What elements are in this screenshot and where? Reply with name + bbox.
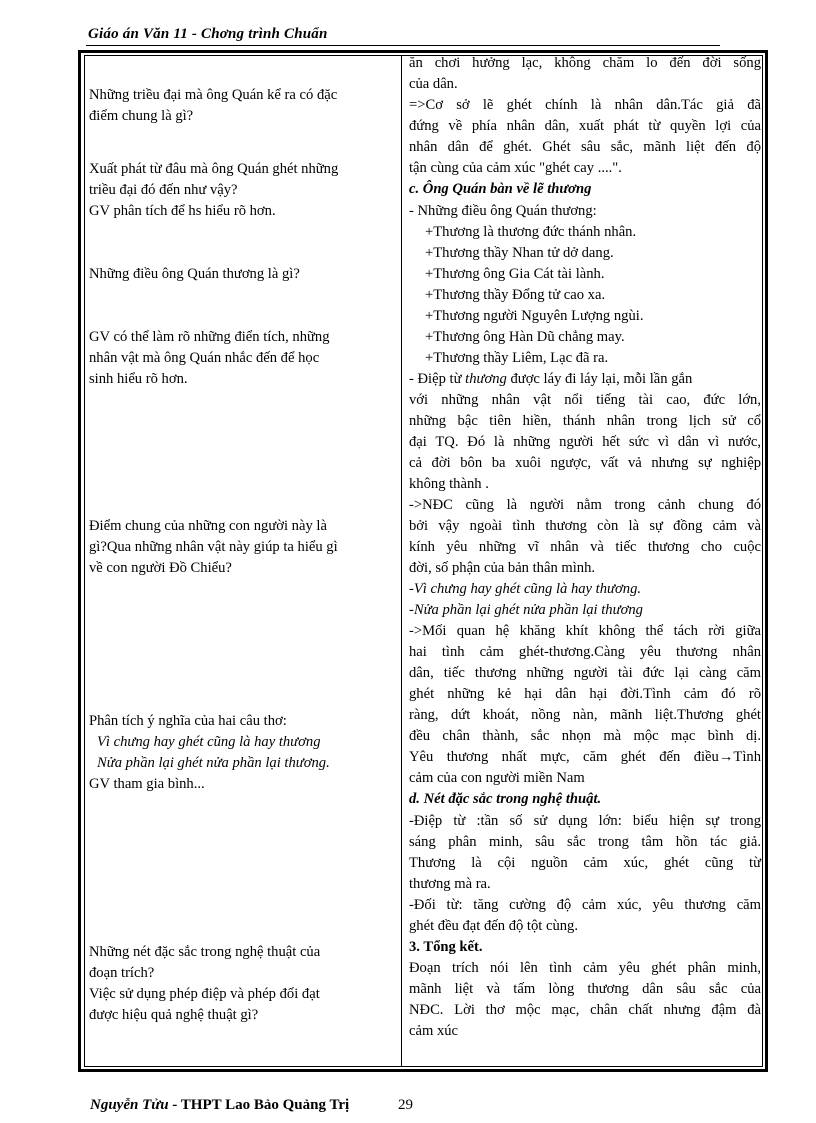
left-text: Xuất phát từ đâu mà ông Quán ghét những xyxy=(89,161,339,177)
right-text: dân, tiếc thương những người tài đức lại càng căm xyxy=(409,665,761,681)
list-item: +Thương thầy Liêm, Lạc đã ra. xyxy=(425,350,609,366)
section-heading: d. Nét đặc sắc trong nghệ thuật. xyxy=(409,791,602,807)
section-heading: 3. Tổng kết. xyxy=(409,939,483,955)
footer-school: THPT Lao Bảo Quảng Trị xyxy=(177,1097,350,1113)
right-text: ăn chơi hưởng lạc, không chăm lo đến đời sống xyxy=(409,55,761,71)
left-text: về con người Đồ Chiểu? xyxy=(89,560,232,576)
left-text: Những nét đặc sắc trong nghệ thuật của xyxy=(89,944,321,960)
poem-line: Nửa phần lại ghét nửa phần lại thương. xyxy=(97,755,330,771)
right-text: Thương là cội nguồn cảm xúc, ghét cũng từ xyxy=(409,855,761,871)
page-footer xyxy=(90,1097,349,1114)
right-text: Đoạn trích nói lên tình cảm yêu ghét phân minh, xyxy=(409,960,761,976)
right-text: không thành . xyxy=(409,476,489,492)
right-text: đều chân thành, sắc nhọn mà mộc mạc bình dị. xyxy=(409,728,761,744)
right-text: ghét những kẻ hại dân hại đời.Tình cảm đó rõ xyxy=(409,686,761,702)
right-text: NĐC. Lời thơ mộc mạc, chân chất nhưng đậm đà xyxy=(409,1002,761,1018)
left-text: Việc sử dụng phép điệp và phép đối đạt xyxy=(89,986,320,1002)
poem-line: Vì chưng hay ghét cũng là hay thương xyxy=(97,734,321,750)
right-text: tận cùng của cảm xúc "ghét cay ....". xyxy=(409,160,622,176)
right-text: bởi vậy ngoài tình thương còn là sự đồng cảm và xyxy=(409,518,761,534)
left-text: GV tham gia bình... xyxy=(89,776,205,792)
list-item: +Thương người Nguyên Lượng ngùi. xyxy=(425,308,644,324)
left-text: điểm chung là gì? xyxy=(89,108,194,124)
right-text: -Đối từ: tăng cường độ cảm xúc, yêu thương căm xyxy=(409,897,761,913)
right-text: nhân dân để ghét. Ghét sâu sắc, mãnh liệt đến độ xyxy=(409,139,761,155)
left-text: được hiệu quả nghệ thuật gì? xyxy=(89,1007,259,1023)
right-text: sáng phân minh, sâu sắc trong tâm hồn tác giả. xyxy=(409,834,761,850)
right-text: cảm của con người miền Nam xyxy=(409,770,585,786)
right-text: của dân. xyxy=(409,76,458,92)
header-rule xyxy=(86,45,720,46)
right-text: đời, số phận của bản thân mình. xyxy=(409,560,596,576)
left-text: Phân tích ý nghĩa của hai câu thơ: xyxy=(89,713,287,729)
poem-quote: -Vì chưng hay ghét cũng là hay thương. xyxy=(409,581,642,597)
list-item: +Thương thầy Đổng tử cao xa. xyxy=(425,287,606,303)
left-text: sinh hiểu rõ hơn. xyxy=(89,371,188,387)
left-text: đoạn trích? xyxy=(89,965,155,981)
right-text: hai tình cảm ghét-thương.Càng yêu thương nhân xyxy=(409,644,761,660)
list-item: +Thương thầy Nhan tử dở dang. xyxy=(425,245,614,261)
right-text: - Điệp từ thương được láy đi láy lại, mỗi lần gắn xyxy=(409,371,693,387)
left-text: Điểm chung của những con người này là xyxy=(89,518,327,534)
right-text: cảm xúc xyxy=(409,1023,459,1039)
list-item: +Thương là thương đức thánh nhân. xyxy=(425,224,637,240)
right-text: đứng về phía nhân dân, xuất phát từ quyền lợi của xyxy=(409,118,761,134)
poem-quote: -Nửa phần lại ghét nửa phần lại thương xyxy=(409,602,643,618)
section-heading: c. Ông Quán bàn về lẽ thương xyxy=(409,181,592,197)
right-text: =>Cơ sở lẽ ghét chính là nhân dân.Tác giả đã xyxy=(409,97,761,113)
right-text: ghét đều đạt đến độ tột cùng. xyxy=(409,918,579,934)
right-text: Yêu thương nhất mực, căm ghét đến điều→Tình xyxy=(409,749,761,765)
list-item: +Thương ông Hàn Dũ chẳng may. xyxy=(425,329,625,345)
right-text: kính yêu những vĩ nhân và tiếc thương cho cuộc xyxy=(409,539,761,555)
right-text: mãnh liệt và tấm lòng thương dân sâu sắc của xyxy=(409,981,761,997)
left-text: nhân vật mà ông Quán nhắc đến để học xyxy=(89,350,320,366)
right-text: cả đời bôn ba xuôi ngược, vất vả nhưng sự nghiệp xyxy=(409,455,761,471)
left-text: triều đại đó đến như vậy? xyxy=(89,182,238,198)
footer-author: Nguyễn Tửu - xyxy=(90,1097,178,1113)
left-text: gì?Qua những nhân vật này giúp ta hiểu gì xyxy=(89,539,338,555)
right-text: -Điệp từ :tần số sử dụng lớn: biểu hiện sự trong xyxy=(409,813,761,829)
right-text: những bậc tiên hiền, thánh nhân trong lịch sử cổ xyxy=(409,413,761,429)
right-text: đại TQ. Đó là những người hết sức vì dân vì nước, xyxy=(409,434,761,450)
column-divider xyxy=(401,55,402,1067)
right-text: ->NĐC cũng là người nằm trong cảnh chung đó xyxy=(409,497,761,513)
page-header: Giáo án Văn 11 - Chơng trình Chuẩn xyxy=(88,26,328,42)
left-text: GV có thể làm rõ những điển tích, những xyxy=(89,329,330,345)
right-text: thương mà ra. xyxy=(409,876,491,892)
list-item: +Thương ông Gia Cát tài lành. xyxy=(425,266,605,282)
right-text: ràng, dứt khoát, nồng nàn, mãnh liệt.Thương ghét xyxy=(409,707,761,723)
right-text: với những nhân vật nổi tiếng tài cao, đức lớn, xyxy=(409,392,761,408)
left-text: GV phân tích để hs hiểu rõ hơn. xyxy=(89,203,276,219)
right-text: - Những điều ông Quán thương: xyxy=(409,203,597,219)
left-text: Những triều đại mà ông Quán kể ra có đặc xyxy=(89,87,338,103)
left-text: Những điều ông Quán thương là gì? xyxy=(89,266,300,282)
page-number: 29 xyxy=(398,1097,413,1113)
right-text: ->Mối quan hệ khăng khít không thể tách rời giữa xyxy=(409,623,761,639)
